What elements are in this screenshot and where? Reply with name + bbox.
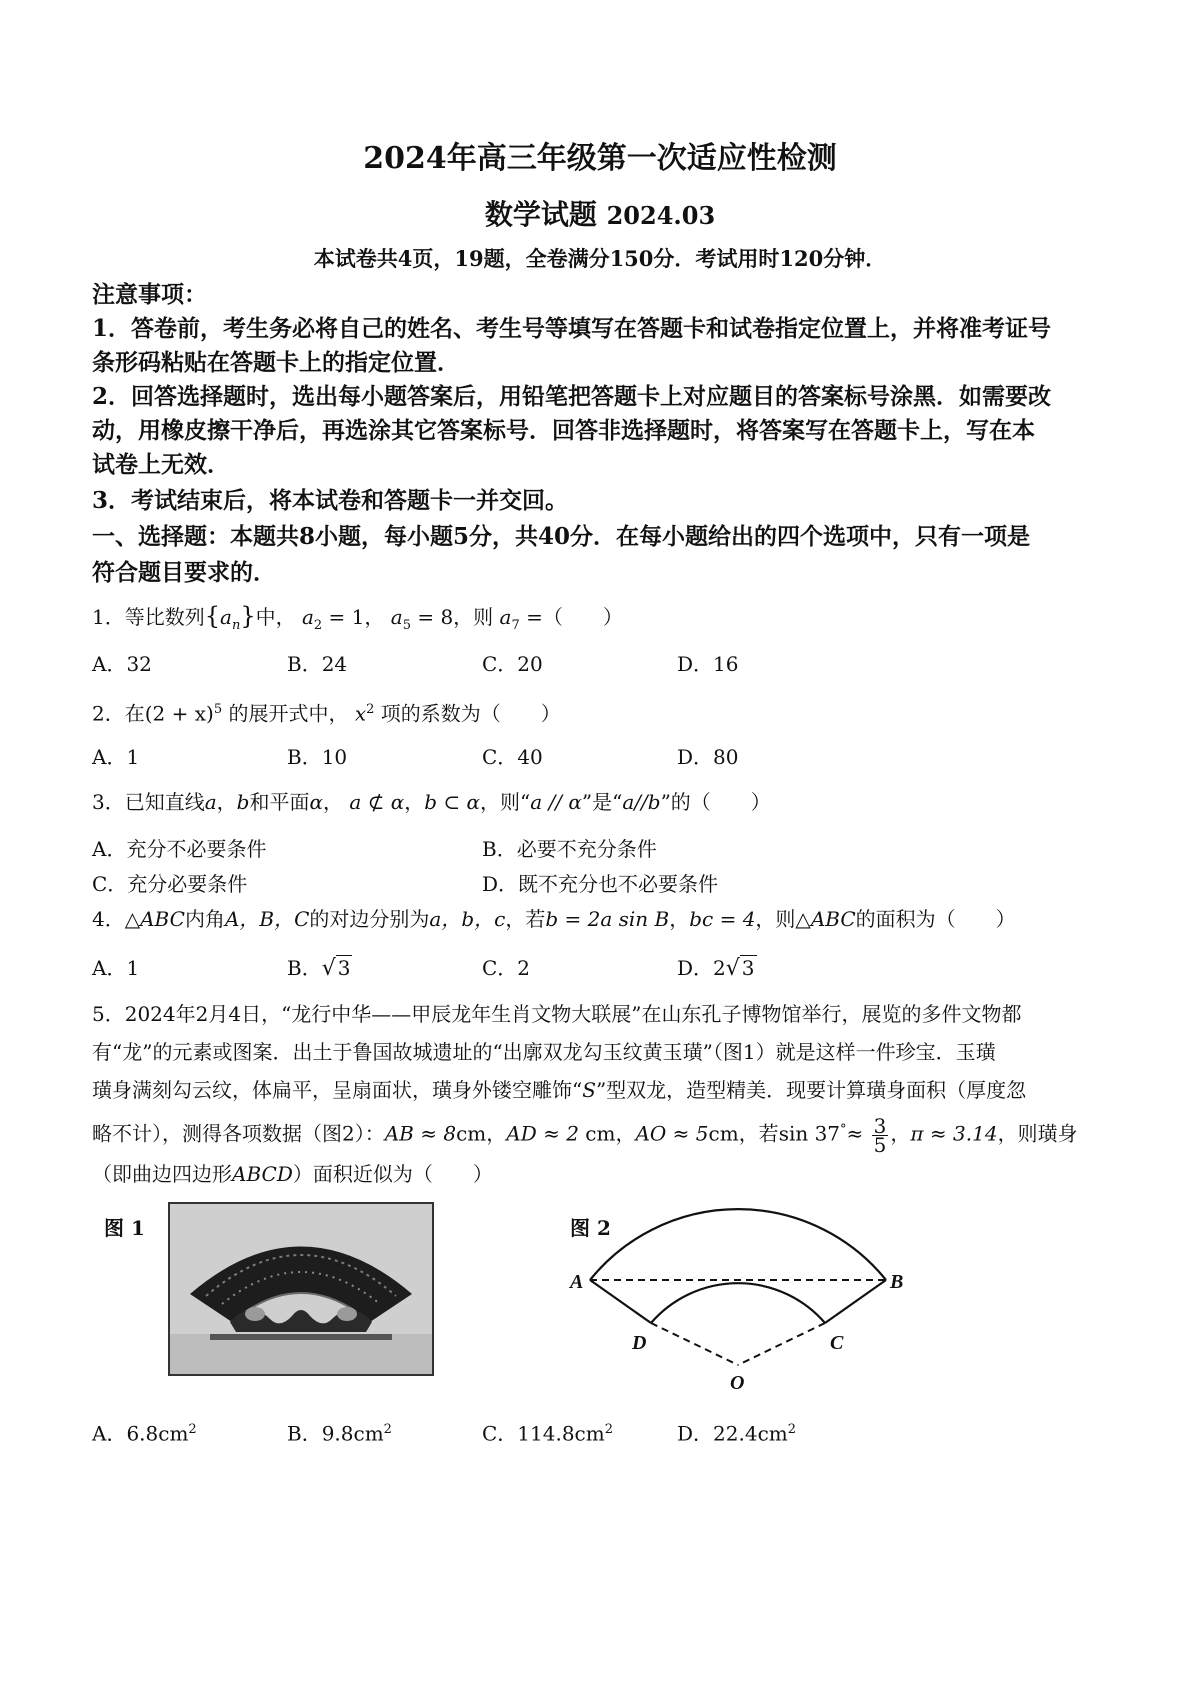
q5-sep-3: ， xyxy=(890,1121,911,1146)
q1-tail: =（ ） xyxy=(526,605,623,629)
figure-1-photo xyxy=(168,1202,434,1376)
q5-if: ，若 xyxy=(738,1121,779,1146)
q5-option-a-exp: 2 xyxy=(188,1422,197,1437)
q1-option-a: A．32 xyxy=(92,652,152,676)
q3-rel1: a // α xyxy=(530,790,582,814)
notes-line-6: 3．考试结束后，将本试卷和答题卡一并交回。 xyxy=(92,487,569,514)
segment-bc xyxy=(825,1280,886,1323)
q4-option-d-label: D．2 xyxy=(677,956,726,980)
exam-subtitle xyxy=(0,193,1200,233)
q4-abc-2: ABC xyxy=(810,907,856,931)
q5-option-d-exp: 2 xyxy=(787,1422,797,1437)
q5-line-5 xyxy=(92,1160,493,1188)
q2-mid: 的展开式中， xyxy=(228,701,349,726)
q4-eq2: bc = 4 xyxy=(689,907,756,931)
q5-line-3 xyxy=(92,1076,1026,1104)
q5-abcd: ABCD xyxy=(232,1162,293,1186)
q5-option-b-text: B．9.8cm xyxy=(287,1421,384,1446)
q5-line-2: 有“龙”的元素或图案．出土于鲁国故城遗址的“出廓双龙勾玉纹黄玉璜”（图1）就是这样一件珍宝．玉璜 xyxy=(92,1040,996,1064)
q2-prefix: 2．在 xyxy=(92,701,145,726)
notes-line-3: 2．回答选择题时，选出每小题答案后，用铅笔把答题卡上对应题目的答案标号涂黑．如需要改 xyxy=(92,383,1052,410)
jade-huang-photo xyxy=(170,1204,432,1374)
q5-option-a-text: A．6.8cm xyxy=(92,1421,189,1446)
q4-option-b-label: B． xyxy=(287,956,322,980)
sector-diagram xyxy=(560,1195,920,1395)
q5-option-c-text: C．114.8cm xyxy=(482,1421,605,1446)
q1-brace: { xyxy=(204,602,221,630)
q3-option-a: A．充分不必要条件 xyxy=(92,837,267,861)
q1-brace-close: } xyxy=(240,602,256,630)
q3-cond1: a ⊄ α xyxy=(349,790,405,814)
q3-b: b xyxy=(236,790,250,814)
segment-co-dashed xyxy=(738,1323,825,1365)
q1-a5-var: a xyxy=(390,605,403,629)
q2-option-a: A．1 xyxy=(92,745,140,769)
notes-line-1: 1．答卷前，考生务必将自己的姓名、考生号等填写在答题卡和试卷指定位置上，并将准考证号 xyxy=(92,315,1052,342)
q1-prefix: 1．等比数列 xyxy=(92,605,205,629)
q5-ab: AB ≈ 8 xyxy=(384,1121,457,1146)
exam-title: 2024年高三年级第一次适应性检测 xyxy=(363,141,837,176)
q3-comma: ， xyxy=(216,790,237,814)
q1-a7-sub: 7 xyxy=(511,618,520,633)
q3-option-b: B．必要不充分条件 xyxy=(482,837,657,861)
q3-a: a xyxy=(204,790,217,814)
q5-frac-num: 3 xyxy=(873,1113,887,1138)
q3-text5: ”的（ ） xyxy=(660,790,771,814)
notes-heading: 注意事项： xyxy=(92,281,207,308)
q5-ad: AD ≈ 2 xyxy=(506,1121,579,1146)
point-b-label: B xyxy=(890,1271,904,1293)
q2-option-d: D．80 xyxy=(677,745,739,769)
subtitle-date: 2024.03 xyxy=(606,201,716,230)
q5-line5b: ）面积近似为（ ） xyxy=(292,1162,493,1186)
q5-line3a: 璜身满刻勾云纹，体扁平，呈扇面状，璜身外镂空雕饰“ xyxy=(92,1078,583,1102)
q5-line4a: 略不计），测得各项数据（图2）： xyxy=(92,1121,385,1146)
q5-line3b: ”型双龙，造型精美．现要计算璜身面积（厚度忽 xyxy=(595,1078,1027,1102)
q5-frac-den: 5 xyxy=(873,1132,887,1157)
q5-line-4 xyxy=(92,1113,1078,1157)
q5-option-d xyxy=(677,1416,796,1448)
q2-exp: 5 xyxy=(213,702,223,717)
q5-sep-2: ， xyxy=(615,1121,636,1146)
q5-option-c xyxy=(482,1416,613,1448)
q1-a2-var: a xyxy=(301,605,314,629)
sqrt-icon: √ xyxy=(321,956,336,981)
q2-xvar: x xyxy=(354,701,367,726)
q1-mid: 中， xyxy=(255,605,296,629)
outer-arc xyxy=(590,1209,886,1280)
q1-eq2: = 8，则 xyxy=(417,605,494,629)
question-4 xyxy=(92,905,1016,933)
q4-option-a: A．1 xyxy=(92,956,140,980)
point-o-label: O xyxy=(730,1372,745,1394)
q5-option-b-exp: 2 xyxy=(383,1422,392,1437)
question-3 xyxy=(92,788,771,816)
q5-sin: sin 37 xyxy=(778,1121,841,1146)
figure-1-label: 图 1 xyxy=(104,1216,145,1240)
q5-sep-1: ， xyxy=(486,1121,507,1146)
q3-text2: 和平面 xyxy=(249,790,310,814)
q5-ao: AO ≈ 5 xyxy=(635,1121,709,1146)
question-2 xyxy=(92,696,561,728)
segment-ad xyxy=(590,1280,651,1323)
notes-line-2: 条形码粘贴在答题卡上的指定位置． xyxy=(92,349,460,376)
q5-option-a xyxy=(92,1416,197,1448)
notes-line-4: 动，用橡皮擦干净后，再选涂其它答案标号．回答非选择题时，将答案写在答题卡上，写在本 xyxy=(92,417,1035,444)
point-a-label: A xyxy=(570,1271,584,1293)
q3-option-d: D．既不充分也不必要条件 xyxy=(482,872,719,896)
q5-line-1: 5．2024年2月4日，“龙行中华——甲辰龙年生肖文物大联展”在山东孔子博物馆举行，展览的多件文物都 xyxy=(92,1002,1022,1026)
q4-text4: ，若 xyxy=(505,907,546,931)
q3-comma-2: ， xyxy=(323,790,343,814)
sqrt-icon: √ xyxy=(725,956,740,981)
q3-rel2: a//b xyxy=(622,790,661,814)
q4-angles: A，B，C xyxy=(224,907,310,931)
question-1 xyxy=(92,602,623,640)
section1-line-2: 符合题目要求的． xyxy=(92,559,276,586)
subtitle-main: 数学试题 xyxy=(484,198,597,231)
q2-option-b: B．10 xyxy=(287,745,348,769)
q3-text3: ，则“ xyxy=(480,790,531,814)
q4-eq1: b = 2a sin B xyxy=(545,907,670,931)
section1-line-1: 一、选择题：本题共8小题，每小题5分，共40分．在每小题给出的四个选项中，只有一项是 xyxy=(92,523,1031,550)
q4-text3: 的对边分别为 xyxy=(309,907,430,931)
segment-do-dashed xyxy=(651,1323,738,1365)
q1-a2-sub: 2 xyxy=(313,618,323,633)
q1-seq-sub: n xyxy=(231,618,241,633)
q4-option-d-radicand: 3 xyxy=(741,956,755,980)
q5-pi: π ≈ 3.14 xyxy=(910,1121,998,1146)
q5-option-c-exp: 2 xyxy=(604,1422,614,1437)
point-c-label: C xyxy=(830,1332,844,1354)
q5-option-d-text: D．22.4cm xyxy=(677,1421,788,1446)
q5-fraction xyxy=(872,1113,889,1157)
q1-a7-var: a xyxy=(499,605,512,629)
q3-option-c: C．充分必要条件 xyxy=(92,872,248,896)
q4-option-d xyxy=(677,954,757,983)
exam-intro: 本试卷共4页，19题，全卷满分150分．考试用时120分钟． xyxy=(313,246,887,271)
q4-option-b-radicand: 3 xyxy=(337,956,351,980)
q1-option-d: D．16 xyxy=(677,652,739,676)
q4-text5: ， xyxy=(669,907,690,931)
q1-option-b: B．24 xyxy=(287,652,348,676)
q3-cond2: b ⊂ α xyxy=(424,790,481,814)
q4-text7: 的面积为（ ） xyxy=(855,907,1016,931)
point-d-label: D xyxy=(632,1332,647,1354)
notes-line-5: 试卷上无效． xyxy=(92,451,230,478)
inner-arc xyxy=(651,1283,825,1323)
q1-seq-var: a xyxy=(220,605,232,629)
q2-tail: 项的系数为（ ） xyxy=(380,701,561,726)
q5-option-b xyxy=(287,1416,392,1448)
q4-text1: 4．△ xyxy=(92,907,141,931)
figure-2-label: 图 2 xyxy=(570,1216,611,1240)
q1-eq1: = 1， xyxy=(328,605,385,629)
q4-text2: 内角 xyxy=(184,907,225,931)
q3-text4: ”是“ xyxy=(581,790,623,814)
q5-cm-2: cm xyxy=(585,1121,616,1146)
q4-option-c: C．2 xyxy=(482,956,531,980)
q5-line4b: ，则璜身 xyxy=(997,1121,1078,1146)
q4-option-b xyxy=(287,954,352,983)
q3-alpha: α xyxy=(309,790,323,814)
q4-sides: a，b，c xyxy=(429,907,506,931)
q3-comma-3: ， xyxy=(404,790,425,814)
q5-cm-3: cm xyxy=(708,1121,739,1146)
q1-option-c: C．20 xyxy=(482,652,543,676)
q5-cm-1: cm xyxy=(456,1121,487,1146)
q4-abc: ABC xyxy=(140,907,185,931)
q5-line3s: S xyxy=(582,1078,596,1102)
q4-text6: ，则△ xyxy=(755,907,811,931)
q2-xexp: 2 xyxy=(366,702,375,717)
q5-deg: ° xyxy=(840,1122,847,1137)
q5-approx: ≈ xyxy=(846,1121,864,1146)
q2-option-c: C．40 xyxy=(482,745,543,769)
q2-expr: (2 + x) xyxy=(144,701,214,726)
q5-line5a: （即曲边四边形 xyxy=(92,1162,232,1186)
q3-text1: 3．已知直线 xyxy=(92,790,205,814)
q1-a5-sub: 5 xyxy=(402,618,411,633)
